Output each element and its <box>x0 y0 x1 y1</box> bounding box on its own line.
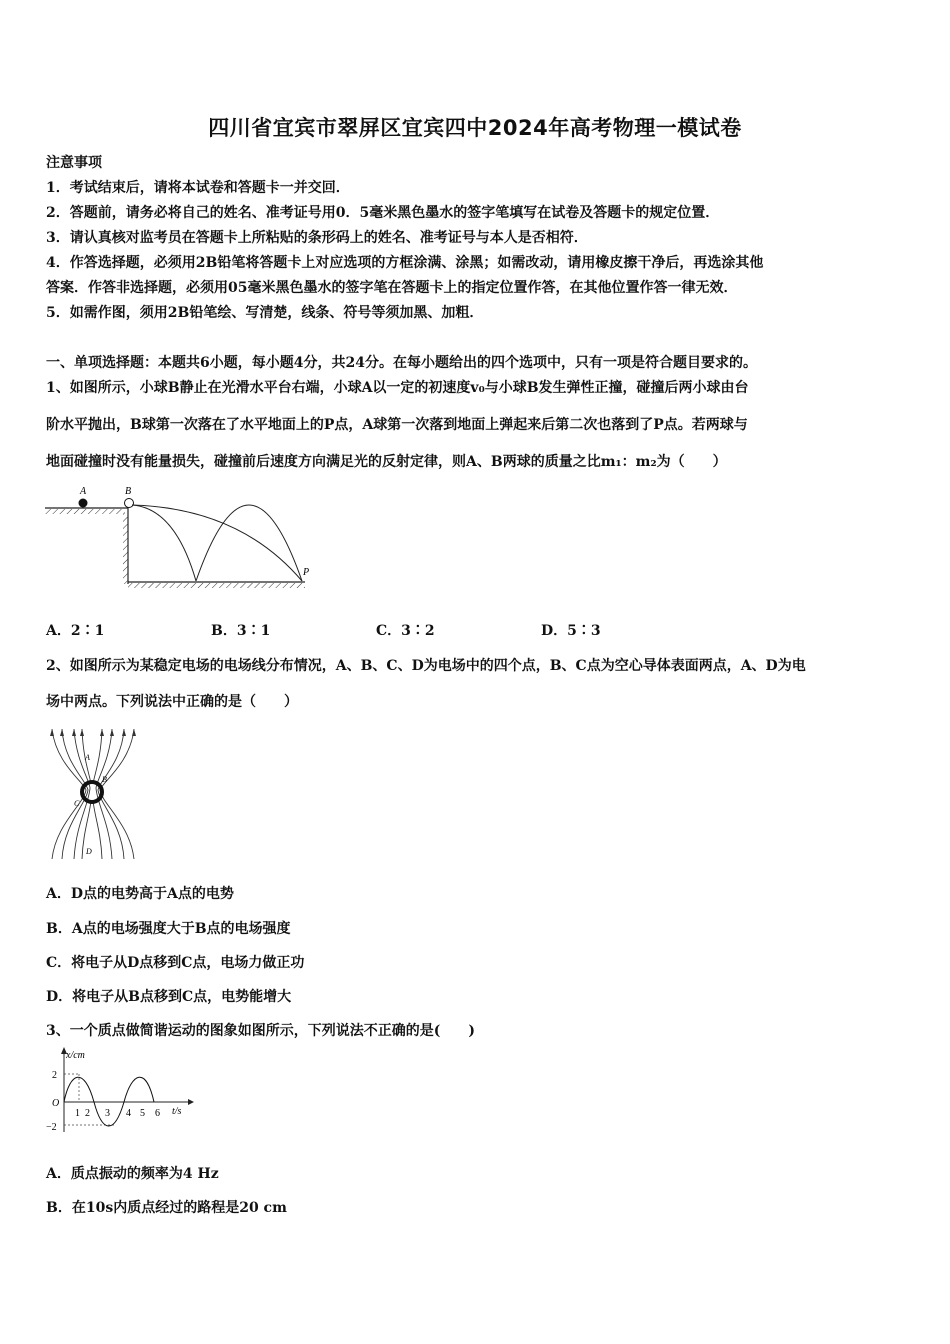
trajectory-b <box>132 505 302 581</box>
x-tick: 6 <box>155 1108 160 1119</box>
q2-figure <box>44 724 144 864</box>
hollow-conductor <box>82 782 102 802</box>
notice-item: 2．答题前，请务必将自己的姓名、准考证号用0．5毫米黑色墨水的签字笔填写在试卷及答题卡的规定位置． <box>46 205 720 221</box>
y-axis-label: x/cm <box>66 1050 85 1061</box>
q3-graph <box>42 1044 202 1136</box>
q1-text: 阶水平抛出，B球第一次落在了水平地面上的P点，A球第一次落到地面上弹起来后第二次也落到了P点。若两球与 <box>46 417 748 433</box>
q1-text: 1、如图所示，小球B静止在光滑水平台右端，小球A以一定的初速度v₀与小球B发生弹性正撞，碰撞后两小球由台 <box>46 380 749 396</box>
q1-option-a[interactable]: A．2∶1 <box>46 623 105 639</box>
notice-item: 4．作答选择题，必须用2B铅笔将答题卡上对应选项的方框涂满、涂黑；如需改动，请用橡皮擦干净后，再选涂其他 <box>46 255 764 271</box>
label-b: B <box>125 486 132 497</box>
x-tick: 5 <box>140 1108 145 1119</box>
q3-option-b[interactable]: B．在10s内质点经过的路程是20 cm <box>46 1200 287 1216</box>
label-b: B <box>102 775 107 784</box>
x-axis-label: t/s <box>172 1106 182 1117</box>
y-tick: 2 <box>52 1070 57 1081</box>
label-c: C <box>74 799 80 808</box>
page-title: 四川省宜宾市翠屏区宜宾四中2024年高考物理一模试卷 <box>208 116 742 140</box>
label-d: D <box>86 847 92 856</box>
ball-a <box>79 499 88 508</box>
ball-b <box>125 499 134 508</box>
q1-text: 地面碰撞时没有能量损失，碰撞前后速度方向满足光的反射定律，则A、B两球的质量之比m₁：m₂为（ ） <box>46 454 727 470</box>
q2-option-a[interactable]: A．D点的电势高于A点的电势 <box>46 886 234 902</box>
y-tick: −2 <box>46 1122 57 1133</box>
q1-option-d[interactable]: D．5∶3 <box>541 623 601 639</box>
trajectory-a <box>132 505 196 581</box>
q1-option-b[interactable]: B．3∶1 <box>211 623 271 639</box>
q1-option-c[interactable]: C．3∶2 <box>376 623 435 639</box>
label-a: A <box>80 486 87 497</box>
notice-item: 答案．作答非选择题，必须用05毫米黑色墨水的签字笔在答题卡上的指定位置作答，在其他位置作答一律无效． <box>46 280 738 296</box>
notice-item: 5．如需作图，须用2B铅笔绘、写清楚，线条、符号等须加黑、加粗． <box>46 305 484 321</box>
trajectory-a-bounce <box>196 505 302 581</box>
x-tick: 4 <box>126 1108 131 1119</box>
x-tick: 2 <box>85 1108 90 1119</box>
notice-heading: 注意事项 <box>46 155 102 171</box>
q2-text: 2、如图所示为某稳定电场的电场线分布情况，A、B、C、D为电场中的四个点，B、C点为空心导体表面两点，A、D为电 <box>46 658 806 674</box>
q2-option-d[interactable]: D．将电子从B点移到C点，电势能增大 <box>46 989 292 1005</box>
label-p: P <box>303 567 310 578</box>
notice-item: 1．考试结束后，请将本试卷和答题卡一并交回． <box>46 180 350 196</box>
q2-option-c[interactable]: C．将电子从D点移到C点，电场力做正功 <box>46 955 305 971</box>
q2-option-b[interactable]: B．A点的电场强度大于B点的电场强度 <box>46 921 291 937</box>
x-tick: 3 <box>105 1108 110 1119</box>
q2-text: 场中两点。下列说法中正确的是（ ） <box>46 694 298 710</box>
x-tick: 1 <box>75 1108 80 1119</box>
section-heading: 一、单项选择题：本题共6小题，每小题4分，共24分。在每小题给出的四个选项中，只有一项是符合题目要求的。 <box>46 355 757 371</box>
label-a: A <box>85 753 90 762</box>
origin-label: O <box>52 1098 60 1109</box>
q3-text: 3、一个质点做简谐运动的图象如图所示，下列说法不正确的是( ) <box>46 1023 475 1039</box>
notice-item: 3．请认真核对监考员在答题卡上所粘贴的条形码上的姓名、准考证号与本人是否相符． <box>46 230 588 246</box>
q3-option-a[interactable]: A．质点振动的频率为4 Hz <box>46 1166 219 1182</box>
q1-figure <box>40 484 320 594</box>
